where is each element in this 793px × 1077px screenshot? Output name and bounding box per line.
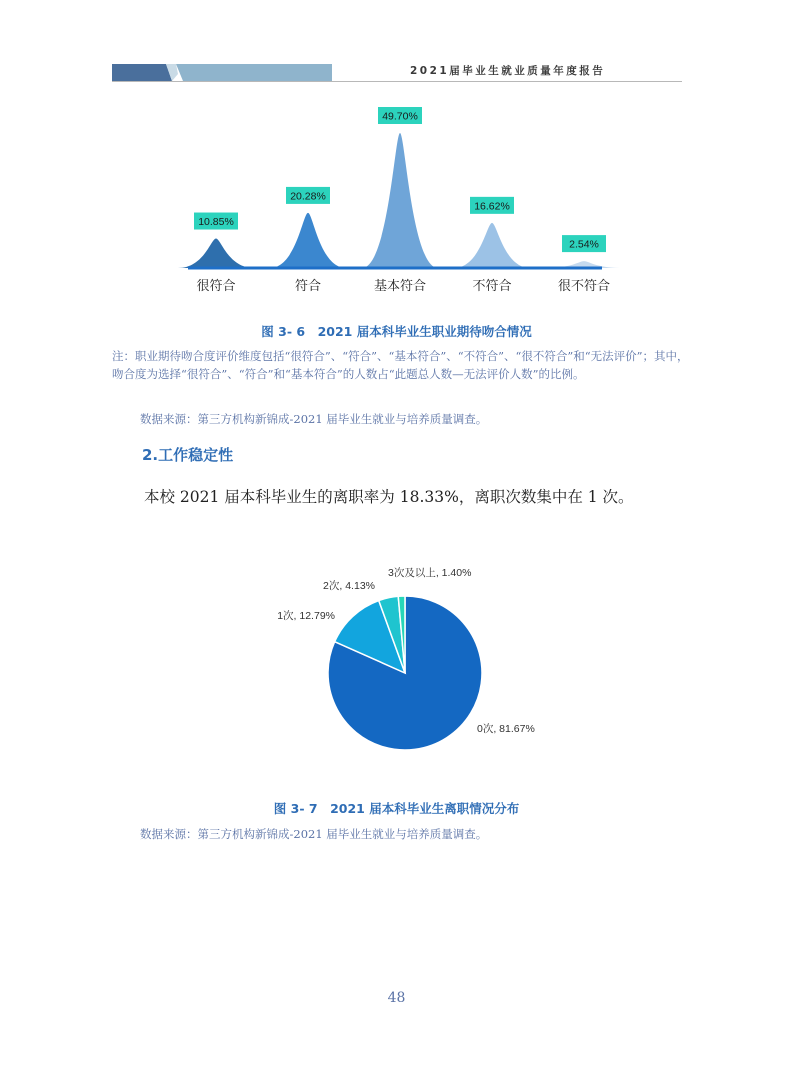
category-label-4: 很不符合 xyxy=(557,279,611,294)
data-label-0: 10.85% xyxy=(198,216,234,229)
category-label-2: 基本符合 xyxy=(373,279,427,294)
category-label-3: 不符合 xyxy=(472,279,512,294)
figure-note: 注：职业期待吻合度评价维度包括“很符合”、“符合”、“基本符合”、“不符合”、“很不符合”和“无法评价”；其中，吻合度为选择“很符合”、“符合”和“基本符合”的人数占“此题总人数—无法评价人数”的比例。 xyxy=(112,349,689,381)
data-label-2: 49.70% xyxy=(382,110,418,123)
peak-3 xyxy=(454,223,530,268)
bell-chart xyxy=(170,100,620,310)
pie-label-3: 3次及以上, 1.40% xyxy=(388,567,472,579)
pie-chart xyxy=(255,555,585,770)
pie-label-2: 2次, 4.13% xyxy=(323,580,375,592)
data-label-4: 2.54% xyxy=(569,238,599,251)
category-label-0: 很符合 xyxy=(196,279,236,294)
category-label-1: 符合 xyxy=(294,279,322,294)
report-title: 2021届毕业生就业质量年度报告 xyxy=(410,65,606,77)
pie-label-1: 1次, 12.79% xyxy=(277,610,335,622)
peak-2 xyxy=(362,133,438,268)
data-label-1: 20.28% xyxy=(290,190,326,203)
figure-caption-3-6: 图 3- 6 2021 届本科毕业生职业期待吻合情况 xyxy=(261,324,532,339)
peak-0 xyxy=(178,239,254,268)
section-title: 2.工作稳定性 xyxy=(142,446,234,464)
data-label-3: 16.62% xyxy=(474,200,510,213)
data-source-note-1: 数据来源：第三方机构新锦成-2021 届毕业生就业与培养质量调查。 xyxy=(140,412,488,426)
peak-1 xyxy=(270,213,346,268)
body-paragraph: 本校 2021 届本科毕业生的离职率为 18.33%，离职次数集中在 1 次。 xyxy=(144,488,634,506)
figure-caption-3-7: 图 3- 7 2021 届本科毕业生离职情况分布 xyxy=(273,801,520,816)
pie-label-0: 0次, 81.67% xyxy=(477,723,535,735)
header-decoration xyxy=(0,0,793,100)
page-number: 48 xyxy=(387,990,406,1006)
header-divider xyxy=(112,81,682,82)
data-source-note-2: 数据来源：第三方机构新锦成-2021 届毕业生就业与培养质量调查。 xyxy=(140,827,488,841)
